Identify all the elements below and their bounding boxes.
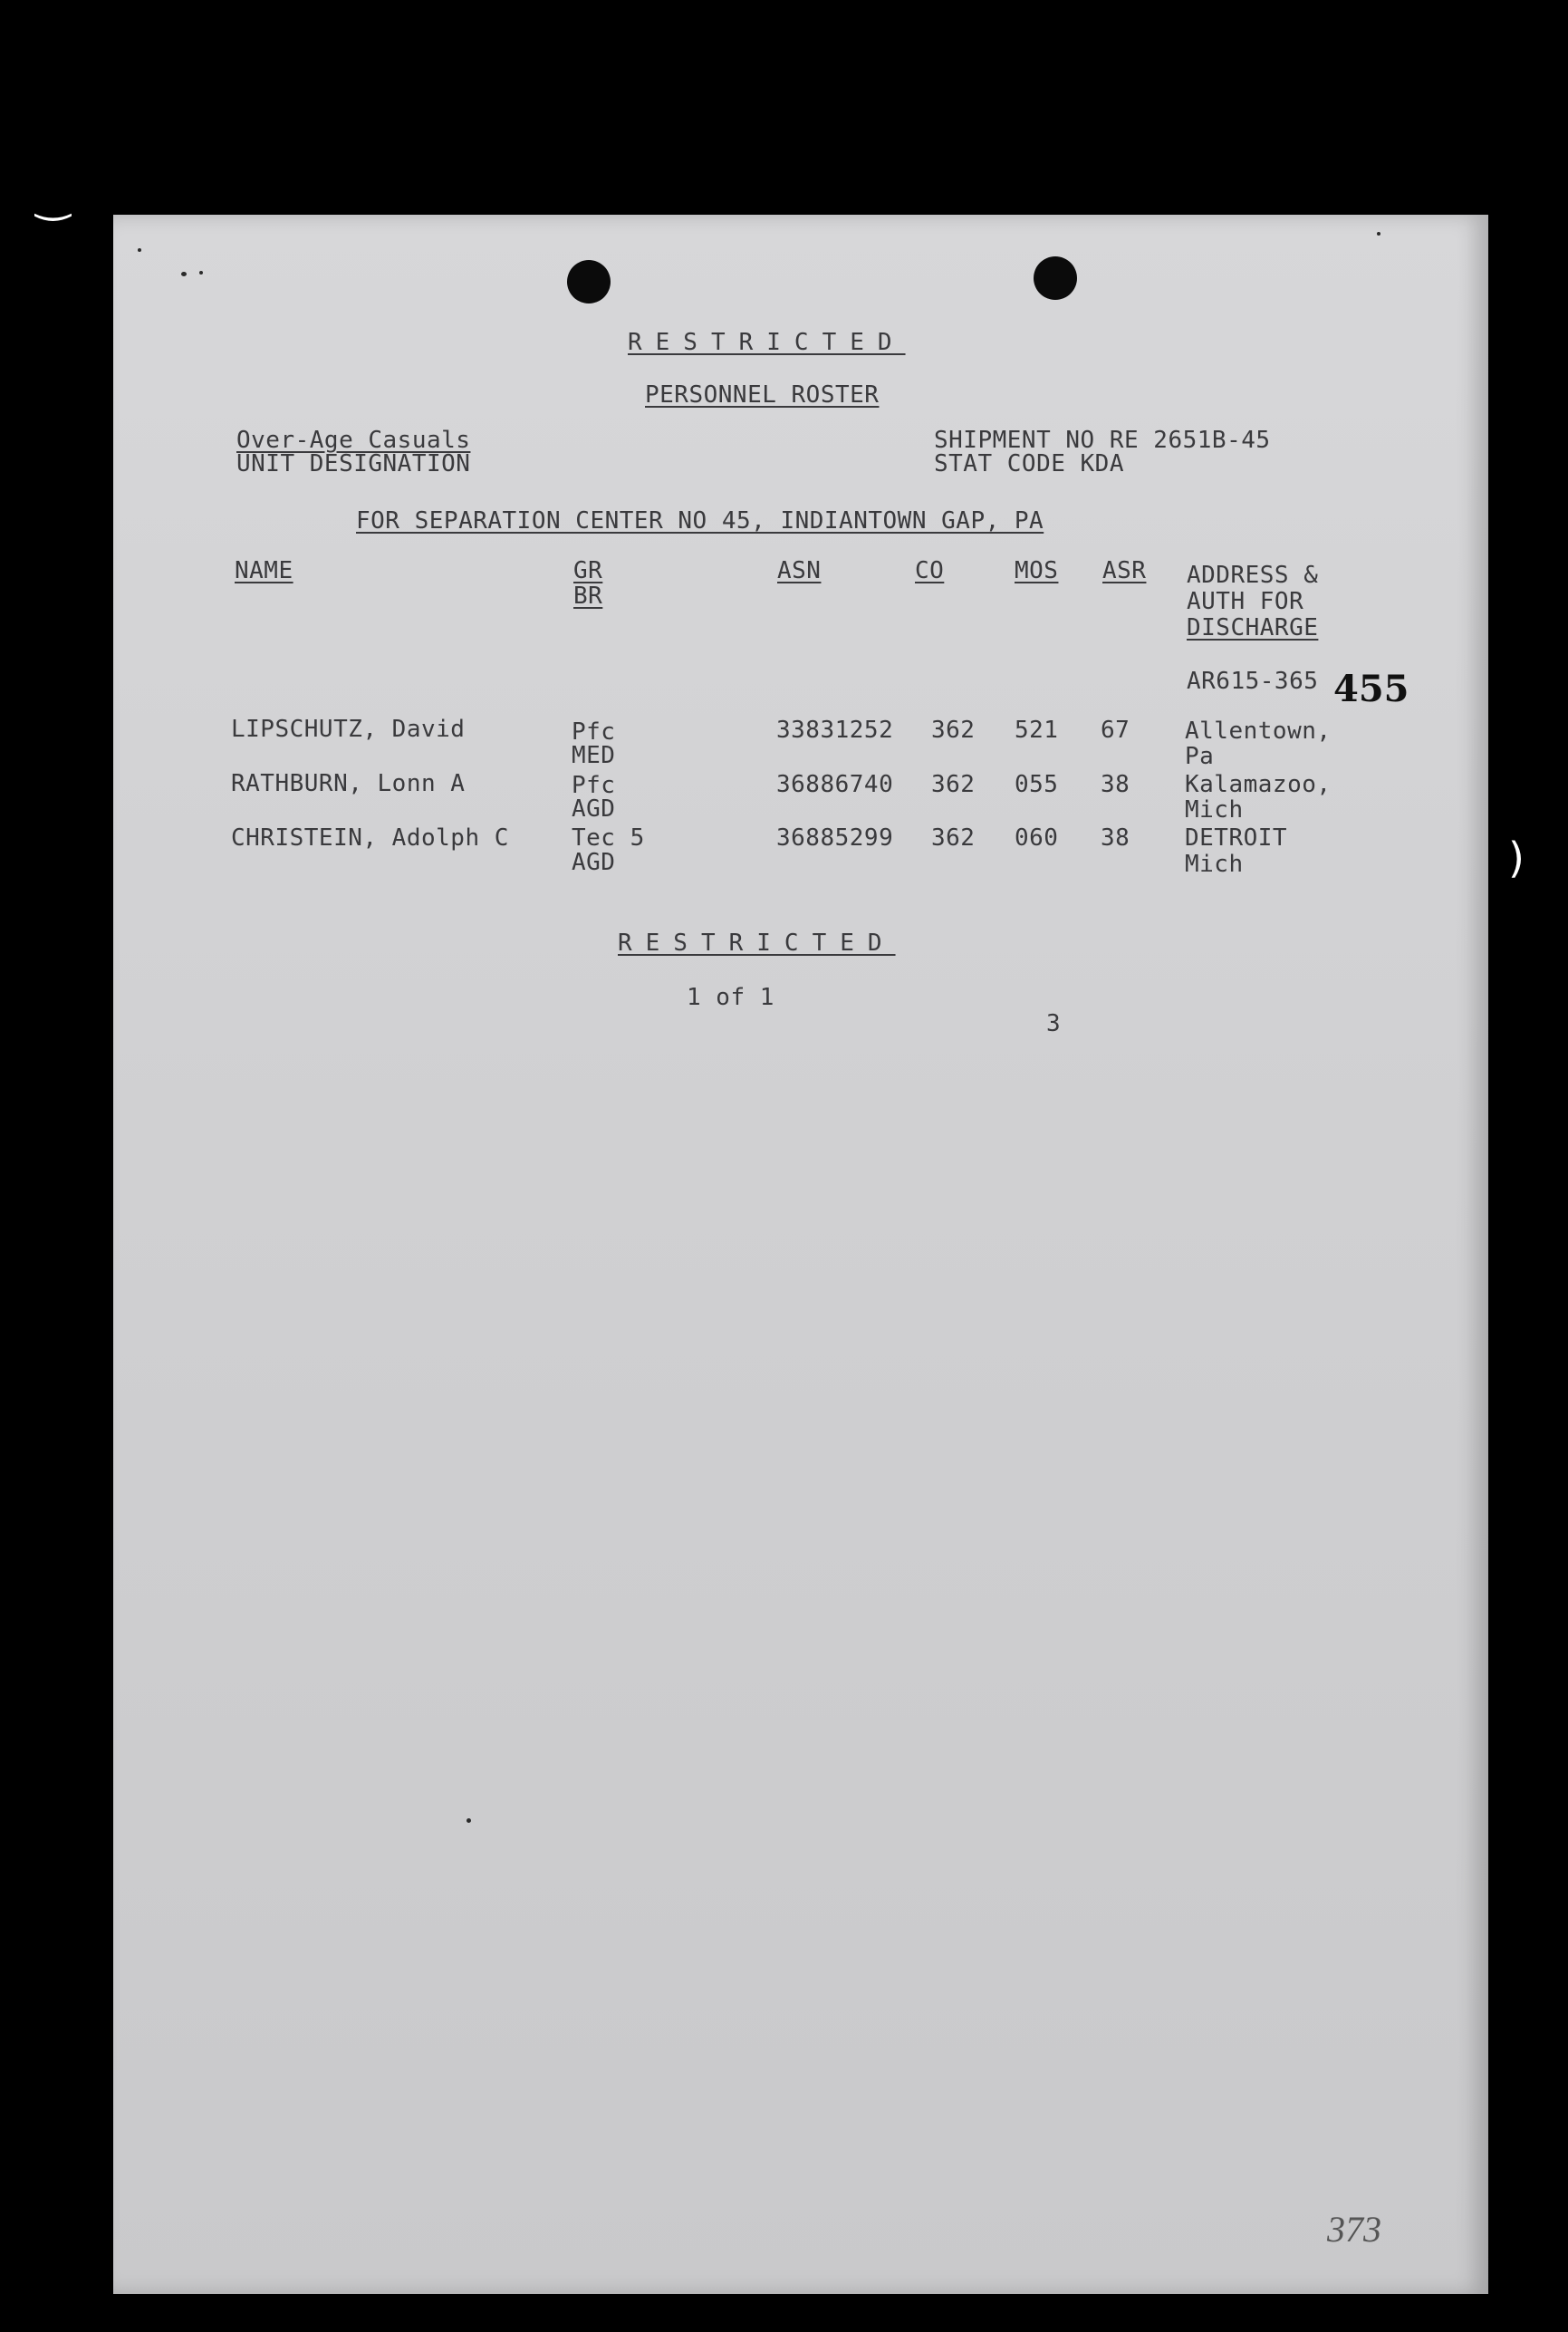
row-name: LIPSCHUTZ, David (231, 716, 466, 743)
row-grade: Pfc (572, 772, 616, 799)
column-header-mos: MOS (1015, 557, 1059, 584)
column-header-co: CO (915, 557, 945, 584)
paper-speck (181, 272, 187, 276)
row-address-2: Mich (1185, 796, 1244, 824)
row-asn: 33831252 (776, 717, 894, 744)
punch-hole-right (1034, 256, 1077, 300)
column-header-branch: BR (573, 583, 603, 610)
row-asn: 36885299 (776, 824, 894, 852)
unit-caption: UNIT DESIGNATION (236, 450, 471, 477)
row-asr: 67 (1101, 717, 1130, 744)
row-co: 362 (931, 771, 976, 798)
unit-name: Over-Age Casuals (236, 427, 471, 454)
row-mos: 060 (1015, 824, 1059, 852)
row-asr: 38 (1101, 771, 1130, 798)
row-branch: AGD (572, 849, 616, 876)
page-count: 1 of 1 (687, 984, 774, 1011)
column-header-name: NAME (235, 557, 293, 584)
punch-hole-left (567, 260, 611, 304)
row-mos: 521 (1015, 717, 1059, 744)
row-grade: Tec 5 (572, 824, 645, 852)
row-name: CHRISTEIN, Adolph C (231, 824, 509, 852)
row-asn: 36886740 (776, 771, 894, 798)
row-grade: Pfc (572, 718, 616, 746)
paper-speck (1377, 232, 1380, 236)
row-address-1: DETROIT (1185, 824, 1288, 852)
film-mark-left: ‿ (36, 172, 70, 221)
page-number: 3 (1046, 1010, 1062, 1037)
destination-line: FOR SEPARATION CENTER NO 45, INDIANTOWN GAP, PA (356, 507, 1044, 535)
column-header-address-3: DISCHARGE (1187, 614, 1319, 641)
column-header-asr: ASR (1102, 557, 1147, 584)
restricted-heading-top: RESTRICTED (628, 329, 906, 356)
column-header-asn: ASN (777, 557, 822, 584)
row-mos: 055 (1015, 771, 1059, 798)
paper-speck (199, 271, 203, 275)
paper-speck (467, 1818, 471, 1823)
discharge-authority: AR615-365 (1187, 668, 1319, 695)
stamp-number: 455 (1333, 668, 1409, 710)
row-co: 362 (931, 717, 976, 744)
row-branch: AGD (572, 795, 616, 823)
column-header-address-2: AUTH FOR (1187, 588, 1304, 615)
row-address-1: Kalamazoo, (1185, 771, 1332, 798)
handwritten-number: 373 (1327, 2209, 1381, 2250)
row-address-2: Mich (1185, 851, 1244, 878)
stat-code: STAT CODE KDA (934, 450, 1124, 477)
row-address-2: Pa (1185, 743, 1215, 770)
restricted-heading-bottom: RESTRICTED (618, 930, 896, 957)
document-title: PERSONNEL ROSTER (645, 381, 880, 409)
row-asr: 38 (1101, 824, 1130, 852)
column-header-grade: GR (573, 557, 603, 584)
row-address-1: Allentown, (1185, 718, 1332, 745)
shipment-number: SHIPMENT NO RE 2651B-45 (934, 427, 1271, 454)
column-header-address-1: ADDRESS & (1187, 562, 1319, 589)
row-name: RATHBURN, Lonn A (231, 770, 466, 797)
paper-speck (138, 248, 141, 252)
row-branch: MED (572, 742, 616, 769)
row-co: 362 (931, 824, 976, 852)
film-mark-right: ) (1508, 834, 1525, 882)
roster-page (113, 215, 1488, 2294)
